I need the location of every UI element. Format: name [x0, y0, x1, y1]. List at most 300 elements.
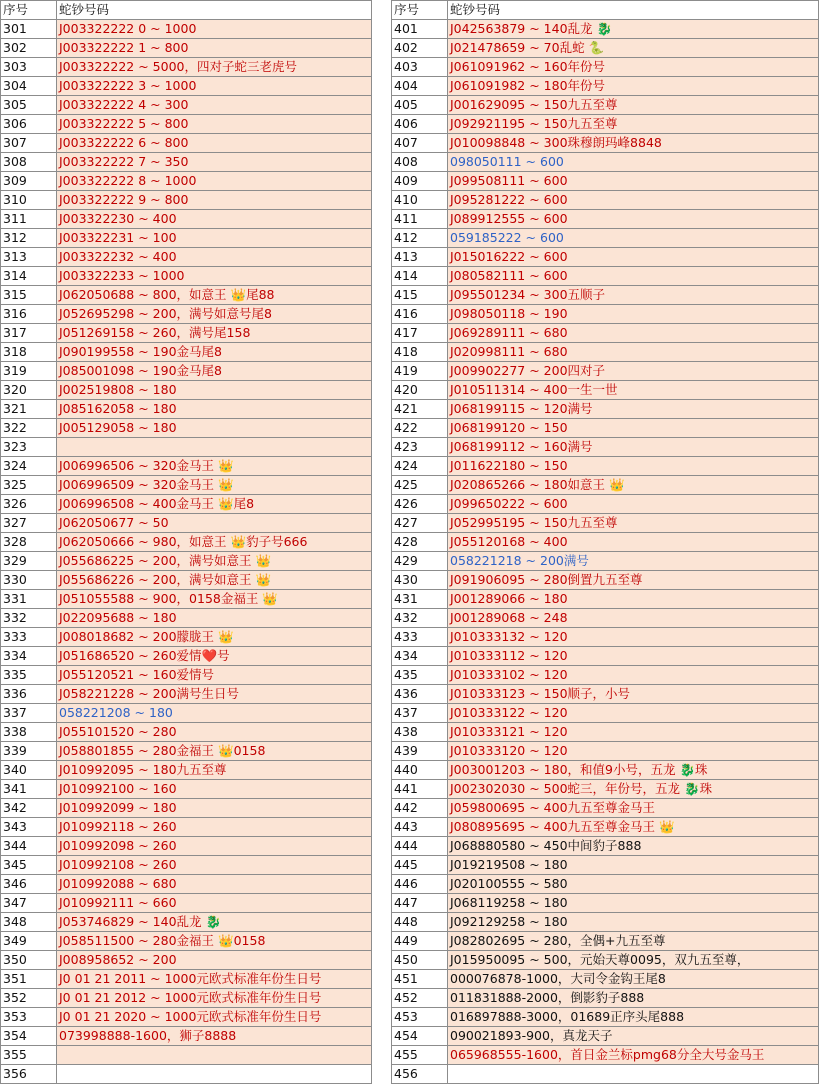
table-row	[392, 419, 819, 438]
code-cell[interactable]: J053746829 ~ 140乱龙 🐉	[57, 913, 372, 932]
serial-cell[interactable]: 309	[1, 172, 57, 191]
code-cell[interactable]: 000076878-1000，大司令金钩王尾8	[448, 970, 819, 989]
code-cell[interactable]: J003322222 ~ 5000，四对子蛇三老虎号	[57, 58, 372, 77]
code-cell[interactable]: J010333112 ~ 120	[448, 647, 819, 666]
table-row	[1, 248, 372, 267]
table-row	[1, 172, 372, 191]
serial-cell[interactable]: 303	[1, 58, 57, 77]
table-row	[1, 837, 372, 856]
table-row	[392, 780, 819, 799]
code-cell[interactable]: J062050688 ~ 800，如意王 👑尾88	[57, 286, 372, 305]
code-cell[interactable]: J055686225 ~ 200，满号如意王 👑	[57, 552, 372, 571]
serial-cell[interactable]: 405	[392, 96, 448, 115]
serial-cell[interactable]: 434	[392, 647, 448, 666]
code-cell[interactable]: J0 01 21 2012 ~ 1000元欧式标准年份生日号	[57, 989, 372, 1008]
table-row	[392, 913, 819, 932]
serial-cell[interactable]: 330	[1, 571, 57, 590]
serial-cell[interactable]: 322	[1, 419, 57, 438]
serial-cell[interactable]: 442	[392, 799, 448, 818]
serial-cell[interactable]: 430	[392, 571, 448, 590]
code-cell[interactable]: J052695298 ~ 200，满号如意号尾8	[57, 305, 372, 324]
serial-cell[interactable]: 323	[1, 438, 57, 457]
header-code[interactable]: 蛇钞号码	[448, 1, 819, 20]
code-cell[interactable]: J069289111 ~ 680	[448, 324, 819, 343]
table-row	[1, 286, 372, 305]
table-row	[1, 400, 372, 419]
table-row	[392, 1008, 819, 1027]
serial-cell[interactable]: 327	[1, 514, 57, 533]
table-row	[392, 20, 819, 39]
code-cell[interactable]: J080582111 ~ 600	[448, 267, 819, 286]
code-cell[interactable]: J003322222 4 ~ 300	[57, 96, 372, 115]
code-cell[interactable]: J003322233 ~ 1000	[57, 267, 372, 286]
code-cell[interactable]: J080895695 ~ 400九五至尊金马王 👑	[448, 818, 819, 837]
serial-cell[interactable]: 343	[1, 818, 57, 837]
serial-cell[interactable]: 338	[1, 723, 57, 742]
serial-cell[interactable]: 429	[392, 552, 448, 571]
serial-cell[interactable]: 453	[392, 1008, 448, 1027]
table-row	[392, 191, 819, 210]
serial-cell[interactable]: 329	[1, 552, 57, 571]
serial-cell[interactable]: 320	[1, 381, 57, 400]
serial-cell[interactable]: 431	[392, 590, 448, 609]
serial-cell[interactable]: 446	[392, 875, 448, 894]
table-row	[1, 362, 372, 381]
code-cell[interactable]: 059185222 ~ 600	[448, 229, 819, 248]
serial-cell[interactable]: 449	[392, 932, 448, 951]
table-row	[392, 514, 819, 533]
table-row	[1, 875, 372, 894]
code-cell[interactable]	[57, 1065, 372, 1084]
serial-cell[interactable]: 438	[392, 723, 448, 742]
serial-cell[interactable]: 450	[392, 951, 448, 970]
table-row	[392, 229, 819, 248]
code-cell[interactable]: J058801855 ~ 280金福王 👑0158	[57, 742, 372, 761]
serial-cell[interactable]: 319	[1, 362, 57, 381]
code-cell[interactable]: J001289066 ~ 180	[448, 590, 819, 609]
serial-cell[interactable]: 418	[392, 343, 448, 362]
table-row	[392, 932, 819, 951]
code-cell[interactable]: J010333132 ~ 120	[448, 628, 819, 647]
table-row	[392, 533, 819, 552]
table-row	[1, 20, 372, 39]
code-cell[interactable]: J010333120 ~ 120	[448, 742, 819, 761]
serial-cell[interactable]: 314	[1, 267, 57, 286]
serial-cell[interactable]: 409	[392, 172, 448, 191]
serial-cell[interactable]: 301	[1, 20, 57, 39]
serial-cell[interactable]: 401	[392, 20, 448, 39]
serial-cell[interactable]: 348	[1, 913, 57, 932]
serial-cell[interactable]: 340	[1, 761, 57, 780]
serial-cell[interactable]: 425	[392, 476, 448, 495]
code-cell[interactable]: J010511314 ~ 400一生一世	[448, 381, 819, 400]
serial-cell[interactable]: 304	[1, 77, 57, 96]
serial-cell[interactable]: 454	[392, 1027, 448, 1046]
table-row	[1, 419, 372, 438]
serial-cell[interactable]: 435	[392, 666, 448, 685]
code-cell[interactable]: J020100555 ~ 580	[448, 875, 819, 894]
table-row	[1, 381, 372, 400]
code-cell[interactable]: J011622180 ~ 150	[448, 457, 819, 476]
serial-cell[interactable]: 346	[1, 875, 57, 894]
serial-cell[interactable]: 433	[392, 628, 448, 647]
table-row	[392, 96, 819, 115]
serial-cell[interactable]: 412	[392, 229, 448, 248]
code-cell[interactable]: 073998888-1600，狮子8888	[57, 1027, 372, 1046]
code-cell[interactable]: J055120168 ~ 400	[448, 533, 819, 552]
code-cell[interactable]: 090021893-900，真龙天子	[448, 1027, 819, 1046]
code-cell[interactable]: J015016222 ~ 600	[448, 248, 819, 267]
code-cell[interactable]: 065968555-1600，首日金兰标pmg68分全大号金马王	[448, 1046, 819, 1065]
code-cell[interactable]: J010333121 ~ 120	[448, 723, 819, 742]
code-cell[interactable]: 016897888-3000，01689正序头尾888	[448, 1008, 819, 1027]
table-row	[392, 267, 819, 286]
table-row	[1, 742, 372, 761]
table-row	[1, 970, 372, 989]
table-row	[1, 533, 372, 552]
code-cell[interactable]: J055120521 ~ 160爱情号	[57, 666, 372, 685]
table-row	[392, 362, 819, 381]
serial-cell[interactable]: 456	[392, 1065, 448, 1084]
code-cell[interactable]: J062050666 ~ 980，如意王 👑豹子号666	[57, 533, 372, 552]
code-cell[interactable]	[57, 1046, 372, 1065]
table-row	[392, 58, 819, 77]
serial-cell[interactable]: 445	[392, 856, 448, 875]
serial-cell[interactable]: 306	[1, 115, 57, 134]
table-row	[392, 723, 819, 742]
table-row	[1, 324, 372, 343]
table-row	[392, 305, 819, 324]
serial-cell[interactable]: 415	[392, 286, 448, 305]
serial-cell[interactable]: 333	[1, 628, 57, 647]
code-cell[interactable]: J010333122 ~ 120	[448, 704, 819, 723]
serial-cell[interactable]: 403	[392, 58, 448, 77]
table-row	[392, 989, 819, 1008]
code-cell[interactable]: J055101520 ~ 280	[57, 723, 372, 742]
serial-cell[interactable]: 351	[1, 970, 57, 989]
table-row	[392, 153, 819, 172]
table-row	[1, 628, 372, 647]
code-cell[interactable]: J0 01 21 2011 ~ 1000元欧式标准年份生日号	[57, 970, 372, 989]
serial-cell[interactable]: 334	[1, 647, 57, 666]
serial-cell[interactable]: 345	[1, 856, 57, 875]
code-cell[interactable]: J068880580 ~ 450中间豹子888	[448, 837, 819, 856]
code-cell[interactable]: J062050677 ~ 50	[57, 514, 372, 533]
code-cell[interactable]: J001629095 ~ 150九五至尊	[448, 96, 819, 115]
serial-cell[interactable]: 423	[392, 438, 448, 457]
header-serial[interactable]: 序号	[392, 1, 448, 20]
code-cell[interactable]: J010333102 ~ 120	[448, 666, 819, 685]
serial-cell[interactable]: 339	[1, 742, 57, 761]
code-cell[interactable]: J003322222 5 ~ 800	[57, 115, 372, 134]
serial-cell[interactable]: 347	[1, 894, 57, 913]
serial-cell[interactable]: 341	[1, 780, 57, 799]
table-row	[392, 343, 819, 362]
code-cell[interactable]: J068119258 ~ 180	[448, 894, 819, 913]
code-cell[interactable]: J003322222 0 ~ 1000	[57, 20, 372, 39]
code-cell[interactable]: J003322230 ~ 400	[57, 210, 372, 229]
serial-cell[interactable]: 427	[392, 514, 448, 533]
code-cell[interactable]: J0 01 21 2020 ~ 1000元欧式标准年份生日号	[57, 1008, 372, 1027]
table-row	[392, 552, 819, 571]
table-row	[392, 457, 819, 476]
serial-cell[interactable]: 335	[1, 666, 57, 685]
serial-cell[interactable]: 321	[1, 400, 57, 419]
serial-cell[interactable]: 439	[392, 742, 448, 761]
table-row	[392, 742, 819, 761]
serial-cell[interactable]: 307	[1, 134, 57, 153]
code-cell[interactable]: J055686226 ~ 200，满号如意王 👑	[57, 571, 372, 590]
serial-cell[interactable]: 426	[392, 495, 448, 514]
serial-cell[interactable]: 328	[1, 533, 57, 552]
code-cell[interactable]: J085001098 ~ 190金马尾8	[57, 362, 372, 381]
code-cell[interactable]: J003322232 ~ 400	[57, 248, 372, 267]
code-cell[interactable]: J010992099 ~ 180	[57, 799, 372, 818]
code-cell[interactable]: J051686520 ~ 260爱情❤️号	[57, 647, 372, 666]
serial-cell[interactable]: 317	[1, 324, 57, 343]
serial-cell[interactable]: 448	[392, 913, 448, 932]
table-row	[392, 837, 819, 856]
table-row	[1, 1008, 372, 1027]
table-row	[1, 856, 372, 875]
serial-cell[interactable]: 437	[392, 704, 448, 723]
serial-cell[interactable]: 443	[392, 818, 448, 837]
table-row	[392, 761, 819, 780]
serial-cell[interactable]: 342	[1, 799, 57, 818]
serial-cell[interactable]: 422	[392, 419, 448, 438]
serial-cell[interactable]: 310	[1, 191, 57, 210]
serial-cell[interactable]: 452	[392, 989, 448, 1008]
code-cell[interactable]: J098050118 ~ 190	[448, 305, 819, 324]
table-row	[1, 609, 372, 628]
code-cell[interactable]: J002519808 ~ 180	[57, 381, 372, 400]
table-row	[392, 666, 819, 685]
table-row	[1, 134, 372, 153]
code-cell[interactable]: J010992108 ~ 260	[57, 856, 372, 875]
code-cell[interactable]: J020998111 ~ 680	[448, 343, 819, 362]
serial-cell[interactable]: 326	[1, 495, 57, 514]
code-cell[interactable]: J003322222 1 ~ 800	[57, 39, 372, 58]
code-cell[interactable]: J095501234 ~ 300五顺子	[448, 286, 819, 305]
serial-cell[interactable]: 315	[1, 286, 57, 305]
code-cell[interactable]: J082802695 ~ 280，全偶+九五至尊	[448, 932, 819, 951]
serial-cell[interactable]: 356	[1, 1065, 57, 1084]
serial-cell[interactable]: 305	[1, 96, 57, 115]
serial-cell[interactable]: 331	[1, 590, 57, 609]
code-cell[interactable]: J010992111 ~ 660	[57, 894, 372, 913]
header-row	[392, 1, 819, 20]
serial-cell[interactable]: 413	[392, 248, 448, 267]
serial-cell[interactable]: 325	[1, 476, 57, 495]
code-cell[interactable]: J003001203 ~ 180，和值9小号，五龙 🐉珠	[448, 761, 819, 780]
code-cell[interactable]: J006996506 ~ 320金马王 👑	[57, 457, 372, 476]
code-cell[interactable]: 098050111 ~ 600	[448, 153, 819, 172]
left-table-body	[1, 1, 372, 1084]
table-row	[1, 571, 372, 590]
code-cell[interactable]: J010992118 ~ 260	[57, 818, 372, 837]
serial-cell[interactable]: 336	[1, 685, 57, 704]
table-row	[1, 951, 372, 970]
serial-cell[interactable]: 302	[1, 39, 57, 58]
code-cell[interactable]: J021478659 ~ 70乱蛇 🐍	[448, 39, 819, 58]
table-row	[392, 495, 819, 514]
table-row	[1, 77, 372, 96]
table-row	[392, 1065, 819, 1084]
serial-cell[interactable]: 410	[392, 191, 448, 210]
table-row	[1, 438, 372, 457]
serial-cell[interactable]: 312	[1, 229, 57, 248]
code-cell[interactable]: J042563879 ~ 140乱龙 🐉	[448, 20, 819, 39]
serial-cell[interactable]: 419	[392, 362, 448, 381]
serial-cell[interactable]: 420	[392, 381, 448, 400]
serial-cell[interactable]: 324	[1, 457, 57, 476]
serial-cell[interactable]: 411	[392, 210, 448, 229]
code-cell[interactable]: J019219508 ~ 180	[448, 856, 819, 875]
code-cell[interactable]: J090199558 ~ 190金马尾8	[57, 343, 372, 362]
code-cell[interactable]: J001289068 ~ 248	[448, 609, 819, 628]
table-row	[1, 39, 372, 58]
serial-cell[interactable]: 406	[392, 115, 448, 134]
table-row	[392, 172, 819, 191]
serial-cell[interactable]: 407	[392, 134, 448, 153]
serial-cell[interactable]: 432	[392, 609, 448, 628]
code-cell[interactable]: J003322222 8 ~ 1000	[57, 172, 372, 191]
serial-cell[interactable]: 447	[392, 894, 448, 913]
code-cell[interactable]: J068199120 ~ 150	[448, 419, 819, 438]
table-row	[1, 799, 372, 818]
serial-cell[interactable]: 332	[1, 609, 57, 628]
table-row	[1, 115, 372, 134]
code-cell[interactable]: J095281222 ~ 600	[448, 191, 819, 210]
serial-cell[interactable]: 352	[1, 989, 57, 1008]
code-cell[interactable]: J068199115 ~ 120满号	[448, 400, 819, 419]
serial-cell[interactable]: 318	[1, 343, 57, 362]
serial-cell[interactable]: 417	[392, 324, 448, 343]
table-row	[392, 134, 819, 153]
table-row	[1, 780, 372, 799]
code-cell[interactable]: J006996509 ~ 320金马王 👑	[57, 476, 372, 495]
code-cell[interactable]: 058221208 ~ 180	[57, 704, 372, 723]
serial-cell[interactable]: 354	[1, 1027, 57, 1046]
serial-cell[interactable]: 428	[392, 533, 448, 552]
table-row	[392, 476, 819, 495]
code-cell[interactable]: J010992098 ~ 260	[57, 837, 372, 856]
serial-cell[interactable]: 408	[392, 153, 448, 172]
code-cell[interactable]: J089912555 ~ 600	[448, 210, 819, 229]
code-cell[interactable]: 011831888-2000，倒影豹子888	[448, 989, 819, 1008]
code-cell[interactable]: J092921195 ~ 150九五至尊	[448, 115, 819, 134]
serial-cell[interactable]: 414	[392, 267, 448, 286]
code-cell[interactable]: J003322222 7 ~ 350	[57, 153, 372, 172]
serial-cell[interactable]: 355	[1, 1046, 57, 1065]
table-row	[1, 552, 372, 571]
code-cell[interactable]: J010098848 ~ 300珠穆朗玛峰8848	[448, 134, 819, 153]
serial-cell[interactable]: 436	[392, 685, 448, 704]
serial-cell[interactable]: 337	[1, 704, 57, 723]
code-cell[interactable]: J059800695 ~ 400九五至尊金马王	[448, 799, 819, 818]
code-cell[interactable]: J051269158 ~ 260，满号尾158	[57, 324, 372, 343]
code-cell[interactable]: J010992100 ~ 160	[57, 780, 372, 799]
serial-cell[interactable]: 444	[392, 837, 448, 856]
code-cell[interactable]: J091906095 ~ 280倒置九五至尊	[448, 571, 819, 590]
serial-cell[interactable]: 308	[1, 153, 57, 172]
table-row	[392, 324, 819, 343]
code-cell[interactable]: J068199112 ~ 160满号	[448, 438, 819, 457]
serial-cell[interactable]: 441	[392, 780, 448, 799]
code-cell[interactable]: J010992088 ~ 680	[57, 875, 372, 894]
code-cell[interactable]: J010333123 ~ 150顺子，小号	[448, 685, 819, 704]
serial-cell[interactable]: 353	[1, 1008, 57, 1027]
code-cell[interactable]: J002302030 ~ 500蛇三，年份号，五龙 🐉珠	[448, 780, 819, 799]
serial-cell[interactable]: 316	[1, 305, 57, 324]
table-row	[392, 799, 819, 818]
table-row	[1, 989, 372, 1008]
code-cell[interactable]: J099650222 ~ 600	[448, 495, 819, 514]
serial-cell[interactable]: 404	[392, 77, 448, 96]
code-cell[interactable]: J022095688 ~ 180	[57, 609, 372, 628]
serial-cell[interactable]: 344	[1, 837, 57, 856]
header-serial[interactable]: 序号	[1, 1, 57, 20]
serial-cell[interactable]: 402	[392, 39, 448, 58]
code-cell[interactable]: J085162058 ~ 180	[57, 400, 372, 419]
table-row	[1, 58, 372, 77]
serial-cell[interactable]: 421	[392, 400, 448, 419]
serial-cell[interactable]: 416	[392, 305, 448, 324]
code-cell[interactable]: J009902277 ~ 200四对子	[448, 362, 819, 381]
code-cell[interactable]: J008018682 ~ 200朦胧王 👑	[57, 628, 372, 647]
serial-cell[interactable]: 424	[392, 457, 448, 476]
code-cell[interactable]	[57, 438, 372, 457]
code-cell[interactable]: J051055588 ~ 900，0158金福王 👑	[57, 590, 372, 609]
table-row	[392, 875, 819, 894]
code-cell[interactable]: J058221228 ~ 200满号生日号	[57, 685, 372, 704]
serial-cell[interactable]: 311	[1, 210, 57, 229]
code-cell[interactable]: J003322222 6 ~ 800	[57, 134, 372, 153]
code-cell[interactable]: J052995195 ~ 150九五至尊	[448, 514, 819, 533]
code-cell[interactable]: J061091982 ~ 180年份号	[448, 77, 819, 96]
code-cell[interactable]: J003322222 3 ~ 1000	[57, 77, 372, 96]
serial-cell[interactable]: 350	[1, 951, 57, 970]
code-cell[interactable]: J010992095 ~ 180九五至尊	[57, 761, 372, 780]
code-cell[interactable]: J020865266 ~ 180如意王 👑	[448, 476, 819, 495]
code-cell[interactable]: J061091962 ~ 160年份号	[448, 58, 819, 77]
header-code[interactable]: 蛇钞号码	[57, 1, 372, 20]
code-cell[interactable]: J092129258 ~ 180	[448, 913, 819, 932]
serial-cell[interactable]: 349	[1, 932, 57, 951]
serial-cell[interactable]: 455	[392, 1046, 448, 1065]
code-cell[interactable]	[448, 1065, 819, 1084]
table-row	[1, 590, 372, 609]
table-row	[392, 1027, 819, 1046]
code-cell[interactable]: J008958652 ~ 200	[57, 951, 372, 970]
code-cell[interactable]: J058511500 ~ 280金福王 👑0158	[57, 932, 372, 951]
table-row	[1, 191, 372, 210]
code-cell[interactable]: J005129058 ~ 180	[57, 419, 372, 438]
table-row	[392, 628, 819, 647]
code-cell[interactable]: J015950095 ~ 500，元始天尊0095，双九五至尊，	[448, 951, 819, 970]
code-cell[interactable]: J003322231 ~ 100	[57, 229, 372, 248]
table-row	[1, 514, 372, 533]
serial-cell[interactable]: 451	[392, 970, 448, 989]
table-row	[1, 818, 372, 837]
serial-cell[interactable]: 440	[392, 761, 448, 780]
table-row	[1, 210, 372, 229]
serial-cell[interactable]: 313	[1, 248, 57, 267]
code-cell[interactable]: J099508111 ~ 600	[448, 172, 819, 191]
code-cell[interactable]: J006996508 ~ 400金马王 👑尾8	[57, 495, 372, 514]
code-cell[interactable]: 058221218 ~ 200满号	[448, 552, 819, 571]
code-cell[interactable]: J003322222 9 ~ 800	[57, 191, 372, 210]
